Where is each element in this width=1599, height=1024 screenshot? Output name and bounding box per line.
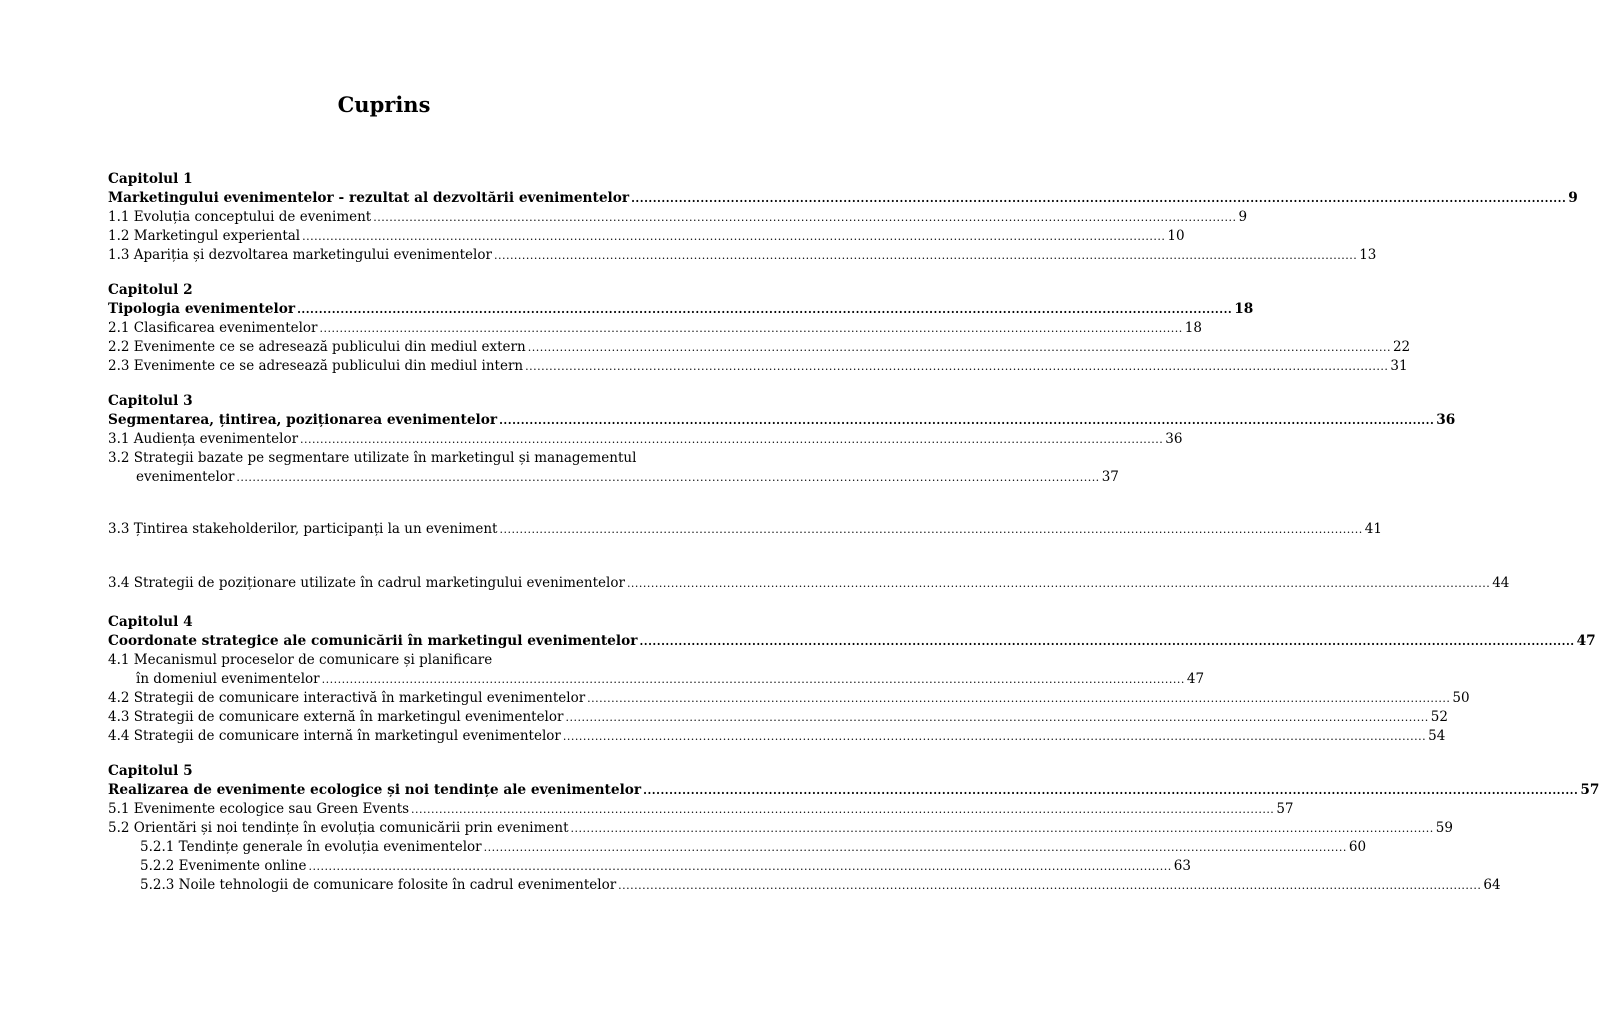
dot-leader bbox=[320, 319, 1183, 338]
page-number: 31 bbox=[1390, 358, 1408, 374]
toc-entry[interactable] bbox=[108, 227, 1185, 246]
dot-leader bbox=[373, 208, 1236, 227]
entry-label: 3.3 Țintirea stakeholderilor, participanți la un eveniment bbox=[108, 521, 498, 537]
chapter-heading: Capitolul 2 bbox=[108, 282, 193, 298]
entry-label: 4.4 Strategii de comunicare internă în marketingul evenimentelor bbox=[108, 728, 561, 744]
page-number: 52 bbox=[1430, 709, 1448, 725]
toc-subentry[interactable] bbox=[108, 838, 1367, 857]
dot-leader bbox=[528, 338, 1391, 357]
dot-leader bbox=[499, 520, 1362, 539]
page-number: 9 bbox=[1238, 209, 1248, 225]
page-number: 50 bbox=[1452, 690, 1470, 706]
entry-label: 5.2.1 Tendințe generale în evoluția evenimentelor bbox=[140, 839, 482, 855]
entry-label: 2.1 Clasificarea evenimentelor bbox=[108, 320, 318, 336]
chapter-title-row[interactable] bbox=[108, 300, 1254, 319]
page-number: 63 bbox=[1173, 858, 1191, 874]
entry-label: 1.1 Evoluția conceptului de eveniment bbox=[108, 209, 372, 225]
page-number: 9 bbox=[1568, 190, 1578, 206]
page-number: 37 bbox=[1101, 469, 1119, 485]
page-number: 57 bbox=[1580, 782, 1599, 798]
dot-leader bbox=[297, 300, 1232, 319]
page-number: 47 bbox=[1186, 671, 1205, 687]
entry-label: 2.2 Evenimente ce se adresează publicului din mediul extern bbox=[108, 339, 526, 355]
chapter-title-row[interactable] bbox=[108, 411, 1456, 430]
chapter-3 bbox=[108, 392, 1456, 487]
chapter-title: Marketingului evenimentelor - rezultat al dezvoltării evenimentelor bbox=[108, 190, 630, 206]
dot-leader bbox=[627, 574, 1490, 593]
page-title: Cuprins bbox=[337, 92, 431, 117]
toc-entry[interactable] bbox=[108, 338, 1411, 357]
entry-label: 5.2.3 Noile tehnologii de comunicare folosite în cadrul evenimentelor bbox=[140, 877, 617, 893]
entry-label: 3.4 Strategii de poziționare utilizate în cadrul marketingului evenimentelor bbox=[108, 575, 625, 591]
toc-entry[interactable] bbox=[108, 246, 1377, 265]
entry-label: 1.3 Apariția și dezvoltarea marketingului evenimentelor bbox=[108, 247, 492, 263]
toc-subentry[interactable] bbox=[108, 876, 1501, 895]
chapter-heading: Capitolul 3 bbox=[108, 393, 193, 409]
page-number: 10 bbox=[1167, 228, 1185, 244]
dot-leader bbox=[308, 857, 1171, 876]
page-number: 36 bbox=[1165, 431, 1183, 447]
chapter-title: Coordonate strategice ale comunicării în marketingul evenimentelor bbox=[108, 633, 638, 649]
entry-label: 2.3 Evenimente ce se adresează publicului din mediul intern bbox=[108, 358, 524, 374]
dot-leader bbox=[643, 781, 1578, 800]
entry-label: 5.1 Evenimente ecologice sau Green Events bbox=[108, 801, 410, 817]
page-number: 59 bbox=[1435, 820, 1453, 836]
page-number: 13 bbox=[1359, 247, 1377, 263]
chapter-1 bbox=[108, 170, 1578, 265]
entry-label: 1.2 Marketingul experiental bbox=[108, 228, 301, 244]
entry-label: 3.1 Audiența evenimentelor bbox=[108, 431, 299, 447]
toc-entry[interactable] bbox=[108, 800, 1294, 819]
toc-entry[interactable] bbox=[108, 357, 1408, 376]
page-number: 57 bbox=[1276, 801, 1294, 817]
chapter-title: Segmentarea, țintirea, poziționarea evenimentelor bbox=[108, 412, 498, 428]
dot-leader bbox=[322, 670, 1185, 689]
dot-leader bbox=[565, 708, 1428, 727]
page-number: 44 bbox=[1492, 575, 1510, 591]
dot-leader bbox=[300, 430, 1163, 449]
entry-label: 5.2 Orientări și noi tendințe în evoluția comunicării prin eveniment bbox=[108, 820, 569, 836]
page-number: 41 bbox=[1364, 521, 1382, 537]
dot-leader bbox=[525, 357, 1388, 376]
toc-entry[interactable] bbox=[108, 319, 1202, 338]
page-number: 18 bbox=[1184, 320, 1202, 336]
dot-leader bbox=[494, 246, 1357, 265]
chapter-2 bbox=[108, 281, 1411, 376]
dot-leader bbox=[484, 838, 1347, 857]
toc-entry[interactable] bbox=[108, 708, 1448, 727]
page-number: 54 bbox=[1428, 728, 1446, 744]
dot-leader bbox=[563, 727, 1426, 746]
page-number: 36 bbox=[1436, 412, 1456, 428]
chapter-heading: Capitolul 5 bbox=[108, 763, 193, 779]
entry-label: 4.3 Strategii de comunicare externă în marketingul evenimentelor bbox=[108, 709, 564, 725]
toc-entry-continuation[interactable] bbox=[108, 670, 1205, 689]
page-number: 47 bbox=[1576, 633, 1596, 649]
chapter-5 bbox=[108, 762, 1599, 895]
dot-leader bbox=[499, 411, 1434, 430]
dot-leader bbox=[236, 468, 1099, 487]
chapter-title-row[interactable] bbox=[108, 781, 1599, 800]
page-number: 22 bbox=[1392, 339, 1411, 355]
page-number: 64 bbox=[1483, 877, 1501, 893]
toc-entry[interactable] bbox=[108, 574, 1510, 593]
dot-leader bbox=[618, 876, 1481, 895]
dot-leader bbox=[639, 632, 1574, 651]
chapter-title: Tipologia evenimentelor bbox=[108, 301, 296, 317]
toc-entry[interactable] bbox=[108, 819, 1453, 838]
dot-leader bbox=[411, 800, 1274, 819]
dot-leader bbox=[571, 819, 1434, 838]
chapter-title-row[interactable] bbox=[108, 189, 1578, 208]
toc-entry[interactable] bbox=[108, 689, 1470, 708]
entry-label-continuation: evenimentelor bbox=[136, 469, 235, 485]
page-number: 60 bbox=[1348, 839, 1367, 855]
chapter-4 bbox=[108, 613, 1596, 746]
toc-entry-continuation[interactable] bbox=[108, 468, 1119, 487]
chapter-title-row[interactable] bbox=[108, 632, 1596, 651]
page-number: 18 bbox=[1234, 301, 1254, 317]
dot-leader bbox=[587, 689, 1450, 708]
dot-leader bbox=[302, 227, 1165, 246]
entry-label-continuation: în domeniul evenimentelor bbox=[136, 671, 320, 687]
dot-leader bbox=[631, 189, 1566, 208]
toc-entry[interactable] bbox=[108, 208, 1248, 227]
entry-label: 4.2 Strategii de comunicare interactivă în marketingul evenimentelor bbox=[108, 690, 586, 706]
entry-label[interactable]: 4.1 Mecanismul proceselor de comunicare și planificare bbox=[108, 652, 493, 668]
toc-entry[interactable] bbox=[108, 727, 1446, 746]
toc-entry[interactable] bbox=[108, 520, 1382, 539]
chapter-heading: Capitolul 1 bbox=[108, 171, 193, 187]
chapter-title: Realizarea de evenimente ecologice și noi tendințe ale evenimentelor bbox=[108, 782, 642, 798]
entry-label[interactable]: 3.2 Strategii bazate pe segmentare utilizate în marketingul și managementul bbox=[108, 450, 637, 466]
entry-label: 5.2.2 Evenimente online bbox=[140, 858, 307, 874]
toc-entry[interactable] bbox=[108, 430, 1183, 449]
chapter-heading: Capitolul 4 bbox=[108, 614, 193, 630]
toc-subentry[interactable] bbox=[108, 857, 1191, 876]
